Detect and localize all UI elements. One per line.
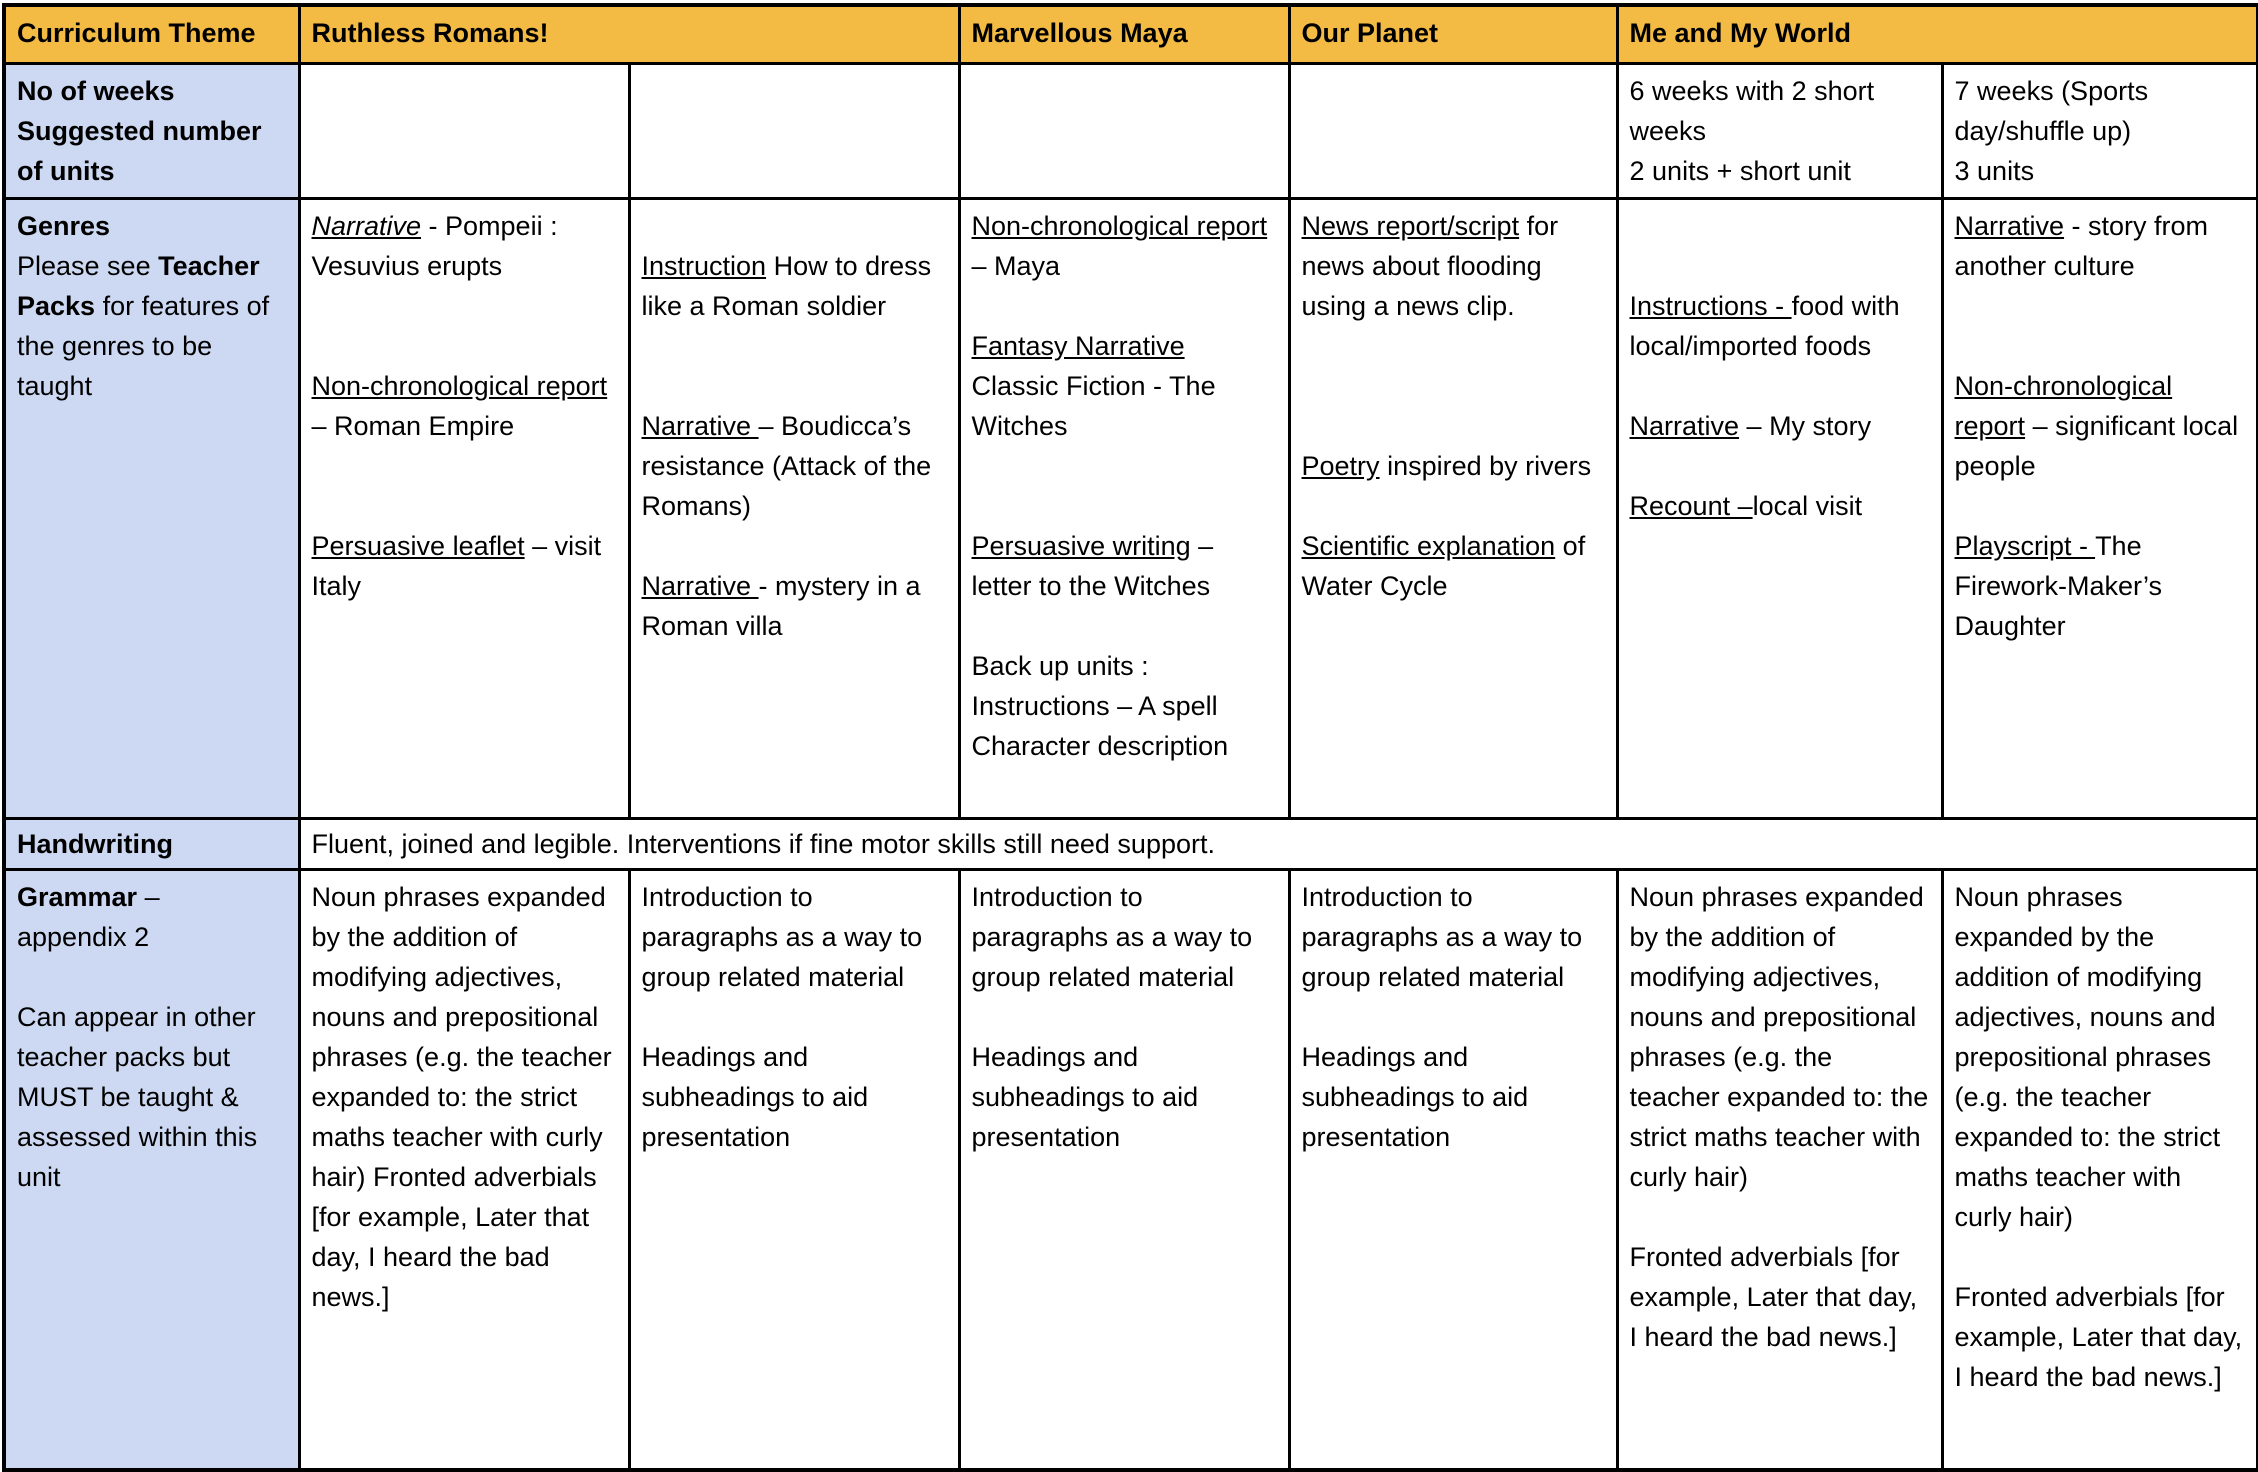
weeks-cell-world-1: 6 weeks with 2 short weeks 2 units + short unit [1617, 63, 1942, 198]
grammar-row [4, 869, 2258, 1470]
header-row [4, 5, 2258, 63]
header-marvellous-maya: Marvellous Maya [959, 5, 1289, 63]
header-ruthless-romans: Ruthless Romans! [299, 5, 959, 63]
genres-cell-maya: Non-chronological report – Maya Fantasy Narrative Classic Fiction - The Witches Persuasive writing – letter to the Witches Back up units : Instructions – A spell Character description [959, 198, 1289, 818]
grammar-cell-romans-2: Introduction to paragraphs as a way to group related material Headings and subheadings to aid presentation [629, 869, 959, 1470]
handwriting-content: Fluent, joined and legible. Interventions if fine motor skills still need support. [299, 818, 2258, 869]
header-curriculum-theme: Curriculum Theme [4, 5, 299, 63]
weeks-cell-maya [959, 63, 1289, 198]
genres-cell-world-2: Narrative - story from another culture Non-chronological report – significant local people Playscript - The Firework-Maker’s Daughter [1942, 198, 2258, 818]
curriculum-table [2, 3, 2258, 1472]
grammar-label: Grammar – appendix 2 Can appear in other teacher packs but MUST be taught & assessed within this unit [4, 869, 299, 1470]
genres-label: Genres Please see Teacher Packs for features of the genres to be taught [4, 198, 299, 818]
handwriting-row [4, 818, 2258, 869]
weeks-cell-romans-1 [299, 63, 629, 198]
grammar-cell-world-2: Noun phrases expanded by the addition of modifying adjectives, nouns and prepositional phrases (e.g. the teacher expanded to: the strict maths teacher with curly hair) Fronted adverbials [for example, Later that day, I heard the bad news.] [1942, 869, 2258, 1470]
weeks-cell-world-2: 7 weeks (Sports day/shuffle up) 3 units [1942, 63, 2258, 198]
handwriting-label: Handwriting [4, 818, 299, 869]
genres-cell-world-1: Instructions - food with local/imported foods Narrative – My story Recount –local visit [1617, 198, 1942, 818]
header-our-planet: Our Planet [1289, 5, 1617, 63]
genres-cell-romans-2: Instruction How to dress like a Roman soldier Narrative – Boudicca’s resistance (Attack of the Romans) Narrative - mystery in a Roman villa [629, 198, 959, 818]
grammar-cell-romans-1: Noun phrases expanded by the addition of modifying adjectives, nouns and prepositional phrases (e.g. the teacher expanded to: the strict maths teacher with curly hair) Fronted adverbials [for example, Later that day, I heard the bad news.] [299, 869, 629, 1470]
header-me-and-my-world: Me and My World [1617, 5, 2258, 63]
genres-row [4, 198, 2258, 818]
weeks-label: No of weeks Suggested number of units [4, 63, 299, 198]
weeks-cell-our-planet [1289, 63, 1617, 198]
weeks-cell-romans-2 [629, 63, 959, 198]
genres-cell-our-planet: News report/script for news about flooding using a news clip. Poetry inspired by rivers Scientific explanation of Water Cycle [1289, 198, 1617, 818]
grammar-cell-world-1: Noun phrases expanded by the addition of modifying adjectives, nouns and prepositional phrases (e.g. the teacher expanded to: the strict maths teacher with curly hair) Fronted adverbials [for example, Later that day, I heard the bad news.] [1617, 869, 1942, 1470]
grammar-cell-maya: Introduction to paragraphs as a way to group related material Headings and subheadings to aid presentation [959, 869, 1289, 1470]
weeks-row [4, 63, 2258, 198]
genres-cell-romans-1: Narrative - Pompeii : Vesuvius erupts Non-chronological report – Roman Empire Persuasive leaflet – visit Italy [299, 198, 629, 818]
grammar-cell-our-planet: Introduction to paragraphs as a way to group related material Headings and subheadings to aid presentation [1289, 869, 1617, 1470]
